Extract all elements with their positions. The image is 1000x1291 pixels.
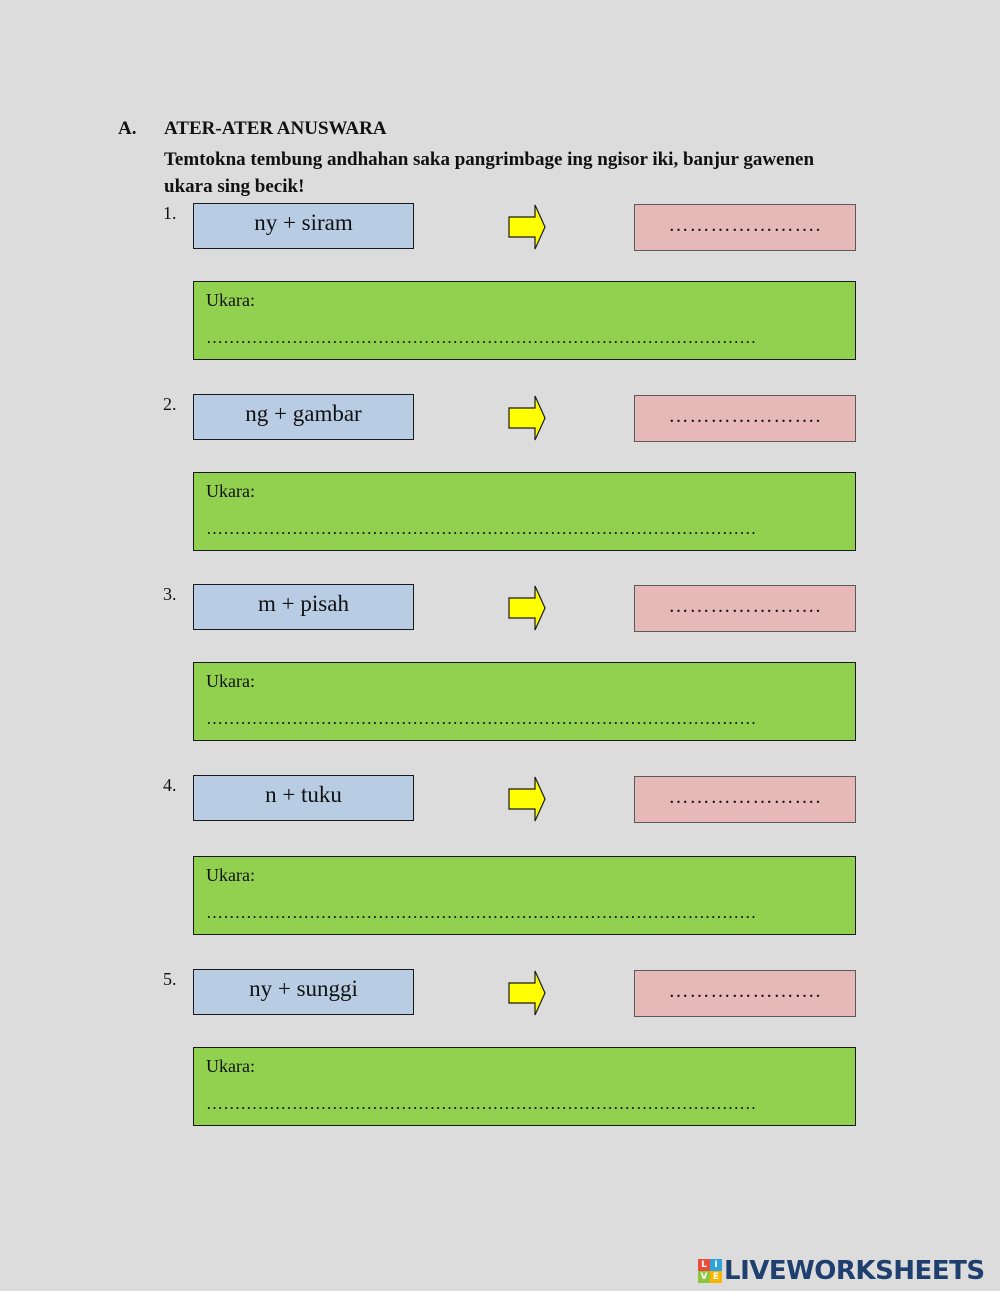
- item-number: 5.: [163, 969, 177, 989]
- arrow-right-icon: [508, 203, 546, 251]
- formula-box: ny + siram: [193, 203, 414, 249]
- arrow-right-icon: [508, 969, 546, 1017]
- exercise-item: [0, 203, 1000, 363]
- exercise-item: [0, 969, 1000, 1129]
- formula-box: ng + gambar: [193, 394, 414, 440]
- section-letter: A.: [118, 118, 137, 139]
- item-number: 3.: [163, 584, 177, 604]
- sentence-label: Ukara:: [206, 865, 255, 885]
- sentence-dotted-line: ……………………………………………………………………………………: [206, 709, 757, 728]
- answer-input[interactable]: ………………….: [634, 395, 856, 442]
- sentence-input[interactable]: [193, 1047, 856, 1126]
- logo-letter: V: [698, 1271, 710, 1283]
- sentence-dotted-line: ……………………………………………………………………………………: [206, 1094, 757, 1113]
- exercise-item: [0, 584, 1000, 744]
- instruction-text: Temtokna tembung andhahan saka pangrimbage ing ngisor iki, banjur gawenen ukara sing becik!: [164, 149, 815, 197]
- liveworksheets-logo-icon: [698, 1259, 722, 1283]
- sentence-label: Ukara:: [206, 1056, 255, 1076]
- formula-box: m + pisah: [193, 584, 414, 630]
- sentence-label: Ukara:: [206, 481, 255, 501]
- item-number: 4.: [163, 775, 177, 795]
- section-title: ATER-ATER ANUSWARA: [164, 118, 387, 139]
- answer-input[interactable]: ………………….: [634, 204, 856, 251]
- sentence-dotted-line: ……………………………………………………………………………………: [206, 519, 757, 538]
- formula-box: ny + sunggi: [193, 969, 414, 1015]
- answer-input[interactable]: ………………….: [634, 970, 856, 1017]
- sentence-dotted-line: ……………………………………………………………………………………: [206, 903, 757, 922]
- arrow-right-icon: [508, 394, 546, 442]
- sentence-label: Ukara:: [206, 290, 255, 310]
- sentence-dotted-line: ……………………………………………………………………………………: [206, 328, 757, 347]
- sentence-input[interactable]: [193, 856, 856, 935]
- arrow-right-icon: [508, 775, 546, 823]
- exercise-item: [0, 775, 1000, 935]
- logo-letter: L: [698, 1259, 710, 1271]
- exercise-item: [0, 394, 1000, 554]
- arrow-right-icon: [508, 584, 546, 632]
- answer-input[interactable]: ………………….: [634, 585, 856, 632]
- item-number: 2.: [163, 394, 177, 414]
- item-number: 1.: [163, 203, 177, 223]
- liveworksheets-watermark: [698, 1256, 985, 1286]
- logo-letter: E: [710, 1271, 722, 1283]
- formula-box: n + tuku: [193, 775, 414, 821]
- sentence-input[interactable]: [193, 662, 856, 741]
- watermark-text: LIVEWORKSHEETS: [724, 1256, 985, 1286]
- sentence-label: Ukara:: [206, 671, 255, 691]
- answer-input[interactable]: ………………….: [634, 776, 856, 823]
- sentence-input[interactable]: [193, 281, 856, 360]
- logo-letter: I: [710, 1259, 722, 1271]
- sentence-input[interactable]: [193, 472, 856, 551]
